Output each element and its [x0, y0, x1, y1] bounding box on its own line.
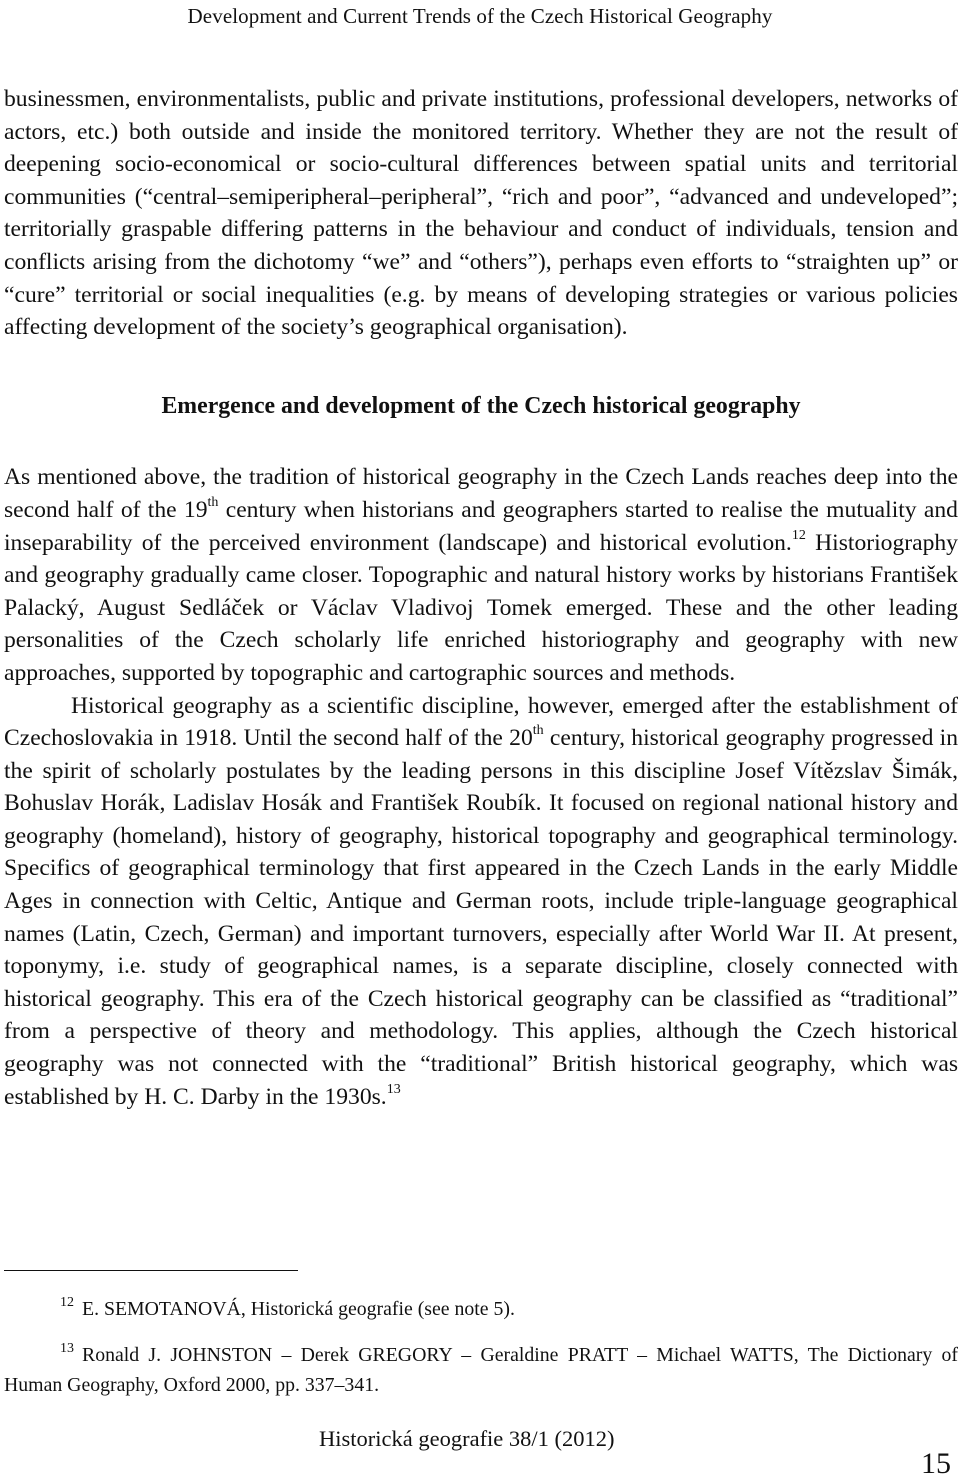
- footnote-text: E. SEMOTANOVÁ, Historická geografie (see note 5).: [82, 1298, 515, 1320]
- paragraph-tradition: [4, 461, 958, 689]
- footnote-number: 12: [60, 1295, 74, 1310]
- footnote-12: [4, 1294, 958, 1324]
- footnote-text: Ronald J. JOHNSTON – Derek GREGORY – Geraldine PRATT – Michael WATTS, The Dictionary of Human Geography, Oxford 2000, pp. 337–341.: [4, 1344, 958, 1396]
- text-run: Historiography and geography gradually came closer. Topographic and natural history works by historians František Palacký, August Sedláček or Václav Vladivoj Tomek emerged. These and the other leading personalities of the Czech scholarly life enriched historiography and geography with new approaches, supported by topographic and cartographic sources and methods.: [4, 529, 958, 686]
- text-run: As mentioned above, the tradition of historical geography in the Czech Lands reaches deep into the second half of the 19: [4, 464, 958, 523]
- running-head: Development and Current Trends of the Czech Historical Geography: [187, 4, 773, 28]
- body-text: [4, 83, 958, 1113]
- text-run: Historical geography as a scientific discipline, however, emerged after the establishment of Czechoslovakia in 1918. Until the second half of the 20: [4, 692, 958, 752]
- footnote-separator: [4, 1270, 298, 1271]
- page-number: 15: [921, 1447, 951, 1480]
- paragraph-discipline: [4, 690, 958, 1114]
- footnotes: [4, 1294, 958, 1416]
- superscript: th: [532, 723, 544, 739]
- footnote-ref-13: 13: [386, 1081, 401, 1097]
- text-run: century, historical geography progressed in the spirit of scholarly postulates by the leading persons in this discipline Josef Vítězslav Šimák, Bohuslav Horák, Ladislav Hosák and František Roubík. It focused on regional national history and geography (homeland), history of geography, historical topography and geographical terminology. Specifics of geographical terminology that first appeared in the Czech Lands in the early Middle Ages in connection with Celtic, Antique and German roots, include triple-language geographical names (Latin, Czech, German) and important turnovers, especially after World War II. At present, toponymy, i.e. study of geographical names, is a separate discipline, closely connected with historical geography. This era of the Czech historical geography can be classified as “traditional” from a perspective of theory and methodology. This applies, although the Czech historical geography was not connected with the “traditional” British historical geography, which was established by H. C. Darby in the 1930s.: [4, 725, 958, 1110]
- superscript: th: [207, 494, 219, 510]
- section-heading: Emergence and development of the Czech historical geography: [161, 392, 801, 419]
- footer-journal-title: Historická geografie 38/1 (2012): [319, 1426, 615, 1451]
- footnote-ref-12: 12: [791, 527, 806, 543]
- footnote-13: [4, 1340, 958, 1400]
- footnote-number: 13: [60, 1341, 74, 1356]
- text-run: century when historians and geographers started to realise the mutuality and inseparability of the perceived environment (landscape) and historical evolution.: [4, 496, 958, 556]
- paragraph-continuation: businessmen, environmentalists, public and private institutions, professional developers, networks of actors, etc.) both outside and inside the monitored territory. Whether they are not the result of deepening socio-economical or socio-cultural differences between spatial units and territorial communities (“central–semiperipheral–peripheral”, “rich and poor”, “advanced and undeveloped”; territorially graspable differing patterns in the behaviour and conduct of individuals, tension and conflicts arising from the dichotomy “we” and “others”), perhaps even efforts to “straighten up” or “cure” territorial or social inequalities (e.g. by means of developing strategies or various policies affecting development of the society’s geographical organisation).: [4, 86, 958, 341]
